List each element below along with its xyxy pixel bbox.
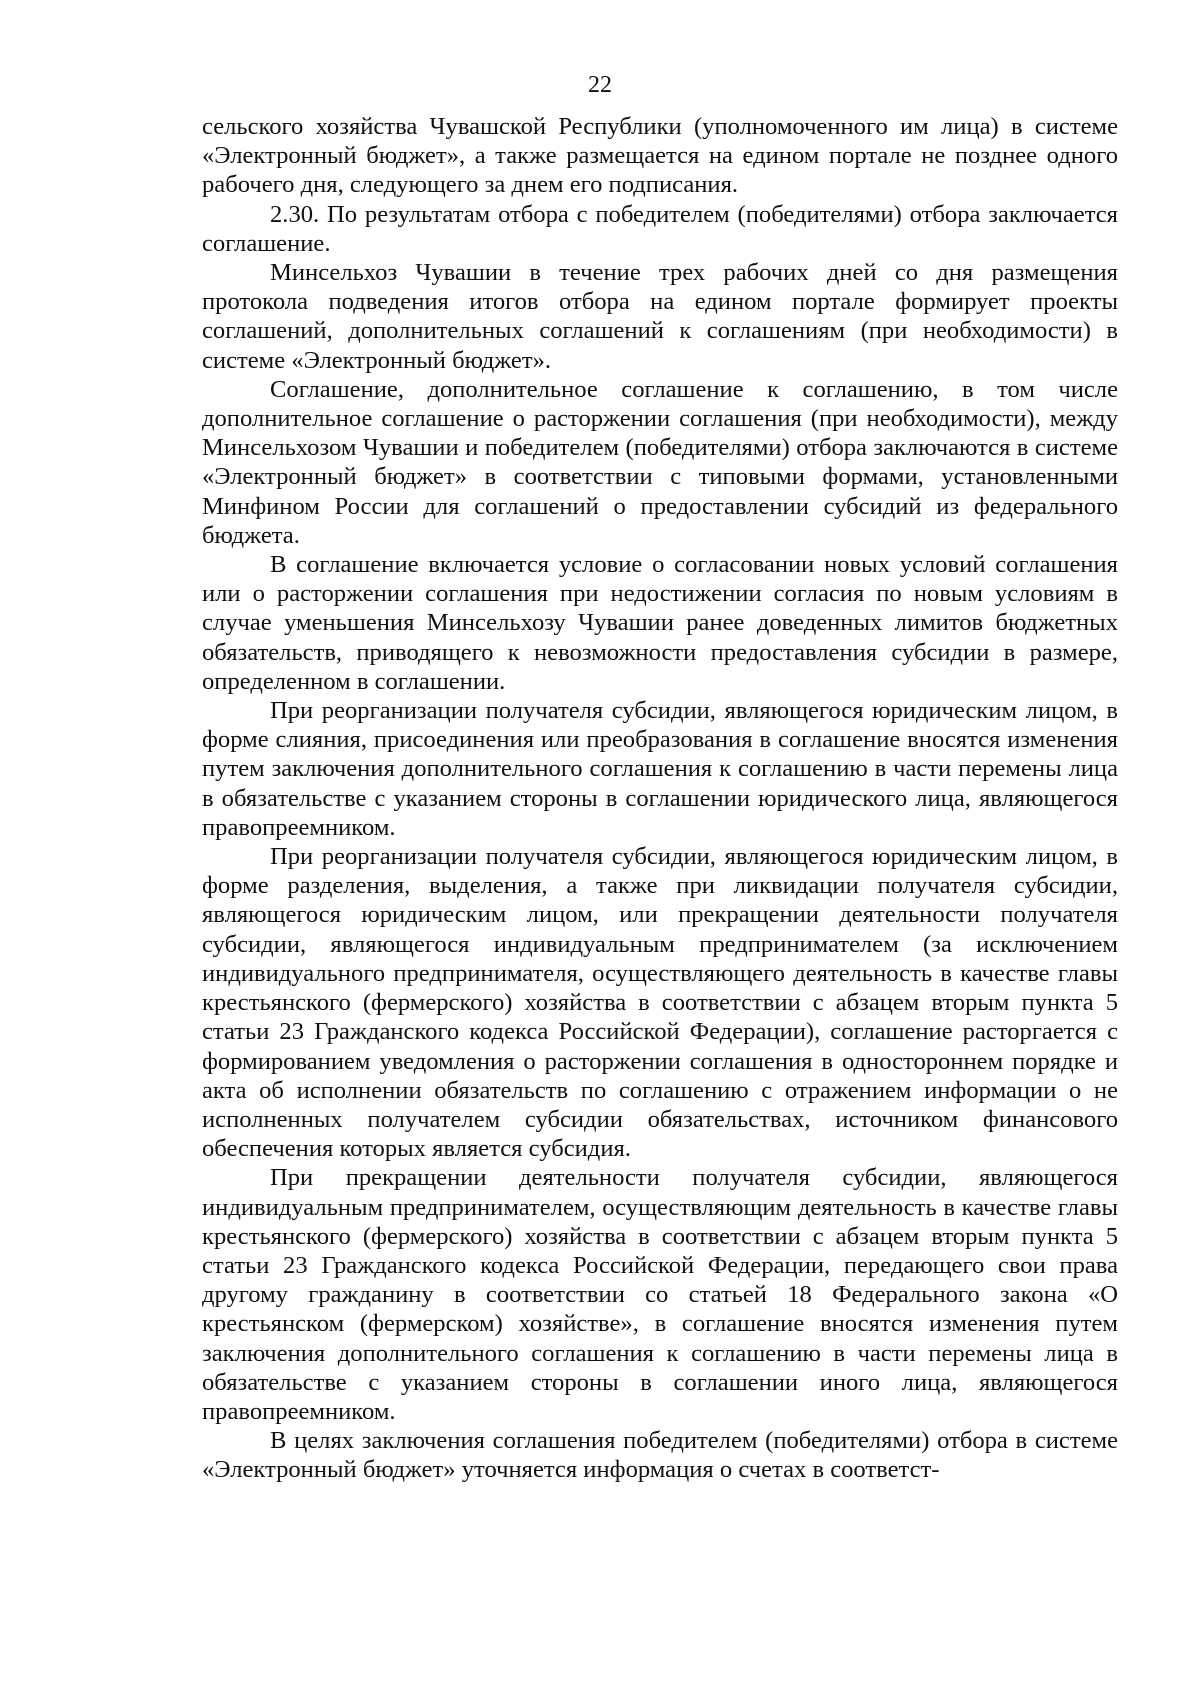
paragraph-reorganization-merger: При реорганизации получателя субсидии, являющегося юридическим лицом, в форме слияния, присоединения или преобразования в соглашение вносятся изменения путем заключения дополнительного соглашения к соглашению в части перемены лица в обязательстве с указанием стороны в соглашении юридического лица, являющегося правопреемником. (202, 697, 1118, 841)
paragraph-agreement-forms: Соглашение, дополнительное соглашение к соглашению, в том числе дополнительное соглашение о расторжении соглашения (при необходимости), между Минсельхозом Чувашии и победителем (победителями) отбора заключаются в системе «Электронный бюджет» в соответствии с типовыми формами, установленными Минфином России для соглашений о предоставлении субсидий из федерального бюджета. (202, 375, 1118, 549)
page-number: 22 (588, 72, 612, 98)
paragraph-reorganization-division: При реорганизации получателя субсидии, являющегося юридическим лицом, в форме разделения, выделения, а также при ликвидации получателя субсидии, являющегося юридическим лицом, или прекращении деятельности получателя субсидии, являющегося индивидуальным предпринимателем (за исключением индивидуального предпринимателя, осуществляющего деятельность в качестве главы крестьянского (фермерского) хозяйства в соответствии с абзацем вторым пункта 5 статьи 23 Гражданского кодекса Российской Федерации), соглашение расторгается с формированием уведомления о расторжении соглашения в одностороннем порядке и акта об исполнении обязательств по соглашению с отражением информации о не исполненных получателем субсидии обязательствах, источником финансового обеспечения которых является субсидия. (202, 843, 1118, 1163)
paragraph-draft-agreements: Минсельхоз Чувашии в течение трех рабочих дней со дня размещения протокола подведения итогов отбора на едином портале формирует проекты соглашений, дополнительных соглашений к соглашениям (при необходимости) в системе «Электронный бюджет». (202, 259, 1118, 374)
paragraph-limits-reduction: В соглашение включается условие о согласовании новых условий соглашения или о расторжении соглашения при недостижении согласия по новым условиям в случае уменьшения Минсельхозу Чувашии ранее доведенных лимитов бюджетных обязательств, приводящего к невозможности предоставления субсидии в размере, определенном в соглашении. (202, 551, 1118, 695)
body-text (202, 112, 1118, 1485)
paragraph-farm-head-termination: При прекращении деятельности получателя субсидии, являющегося индивидуальным предпринимателем, осуществляющим деятельность в качестве главы крестьянского (фермерского) хозяйства в соответствии с абзацем вторым пункта 5 статьи 23 Гражданского кодекса Российской Федерации, передающего свои права другому гражданину в соответствии со статьей 18 Федерального закона «О крестьянском (фермерском) хозяйстве», в соглашение вносятся изменения путем заключения дополнительного соглашения к соглашению в части перемены лица в обязательстве с указанием стороны в соглашении иного лица, являющегося правопреемником. (202, 1164, 1118, 1425)
paragraph-accounts-clarification: В целях заключения соглашения победителем (победителями) отбора в системе «Электронный бюджет» уточняется информация о счетах в соответст- (202, 1427, 1118, 1484)
paragraph-2-30: 2.30. По результатам отбора с победителем (победителями) отбора заключается соглашение. (202, 200, 1118, 257)
paragraph-continuation: сельского хозяйства Чувашской Республики (уполномоченного им лица) в системе «Электронный бюджет», а также размещается на едином портале не позднее одного рабочего дня, следующего за днем его подписания. (202, 113, 1118, 199)
